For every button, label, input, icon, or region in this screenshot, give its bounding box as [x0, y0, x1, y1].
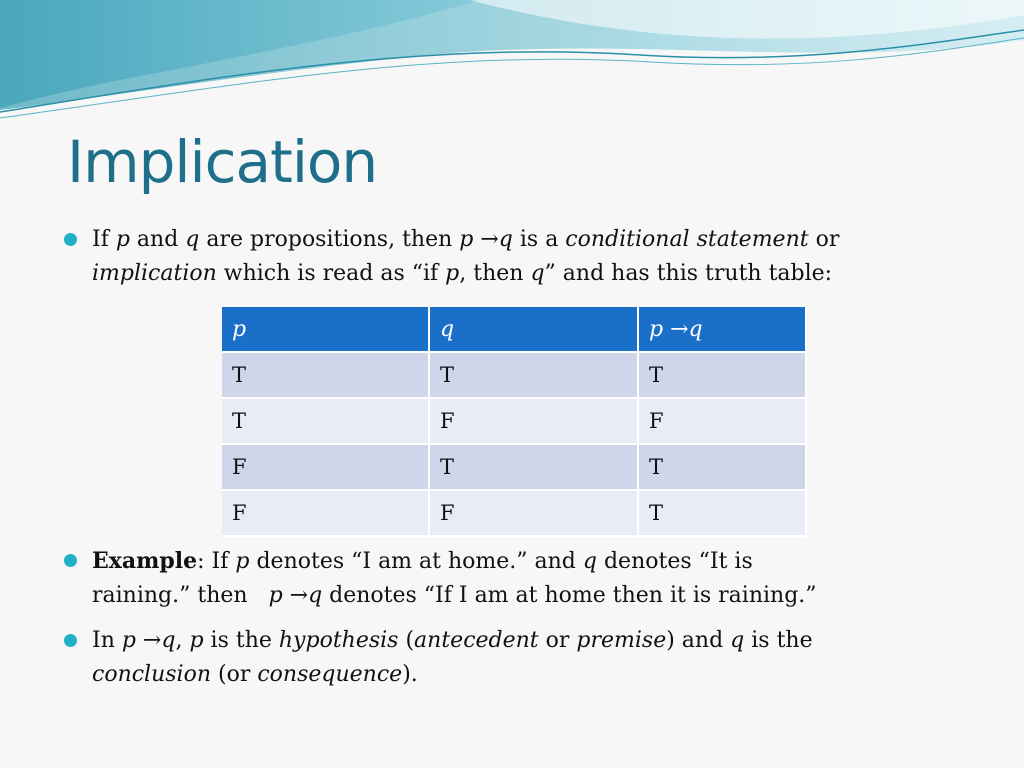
text: or: [538, 628, 577, 653]
text: ).: [402, 662, 418, 687]
table-cell: F: [430, 491, 639, 537]
math-p: p: [189, 628, 204, 653]
truth-table: [222, 307, 807, 537]
table-cell: T: [430, 445, 639, 491]
table-cell: F: [222, 491, 430, 537]
bullet-definition-text: [92, 223, 962, 291]
math-q: q: [530, 261, 545, 286]
text: , then: [459, 261, 531, 286]
bullet-terminology-text: [92, 624, 962, 692]
text: is a: [512, 227, 566, 252]
text: ” and has this truth table:: [544, 261, 833, 286]
table-cell: T: [639, 491, 807, 537]
text: are propositions, then: [199, 227, 460, 252]
table-row: [222, 399, 807, 445]
text: : If: [197, 549, 236, 574]
table-cell: F: [430, 399, 639, 445]
term-consequence: consequence: [257, 662, 403, 687]
header-q: q: [430, 307, 639, 353]
header-p: p: [222, 307, 430, 353]
text: is the: [744, 628, 813, 653]
table-row: [222, 491, 807, 537]
text: or: [808, 227, 840, 252]
math-p-implies-q: p →q: [459, 227, 513, 252]
text: denotes “I am at home.” and: [249, 549, 583, 574]
term-conclusion: conclusion: [92, 662, 212, 687]
text: ) and: [666, 628, 731, 653]
term-premise: premise: [576, 628, 667, 653]
table-row: [222, 353, 807, 399]
math-p: p: [445, 261, 460, 286]
math-q: q: [730, 628, 745, 653]
header-p-implies-q: p →q: [639, 307, 807, 353]
table-cell: T: [639, 445, 807, 491]
text: denotes “It is: [596, 549, 753, 574]
text: If: [92, 227, 116, 252]
term-conditional-statement: conditional statement: [565, 227, 809, 252]
text: denotes “If I am at home then it is raining.”: [322, 583, 817, 608]
bullet-dot-icon: [64, 634, 77, 647]
math-p-implies-q: p →q: [121, 628, 176, 653]
text: and: [129, 227, 186, 252]
term-implication: implication: [92, 261, 217, 286]
table-cell: T: [222, 399, 430, 445]
text: In: [92, 628, 122, 653]
example-label: Example: [92, 548, 198, 574]
text: is the: [203, 628, 279, 653]
bullet-dot-icon: [64, 554, 77, 567]
math-p: p: [115, 227, 130, 252]
bullet-dot-icon: [64, 233, 77, 246]
slide-title: Implication: [67, 128, 378, 196]
math-p: p: [235, 549, 250, 574]
header-wave-decoration: [0, 0, 1024, 125]
math-q: q: [582, 549, 597, 574]
table-cell: F: [639, 399, 807, 445]
bullet-example-text: [92, 544, 962, 613]
text: ,: [175, 628, 190, 653]
math-q: q: [185, 227, 200, 252]
term-hypothesis: hypothesis: [278, 628, 399, 653]
text: (: [398, 628, 415, 653]
term-antecedent: antecedent: [414, 628, 539, 653]
truth-table-header-row: [222, 307, 807, 353]
table-cell: T: [222, 353, 430, 399]
text: raining.” then: [92, 583, 255, 608]
table-cell: F: [222, 445, 430, 491]
table-cell: T: [639, 353, 807, 399]
math-p-implies-q: p →q: [268, 583, 323, 608]
table-cell: T: [430, 353, 639, 399]
table-row: [222, 445, 807, 491]
text: (or: [211, 662, 258, 687]
text: which is read as “if: [216, 261, 446, 286]
